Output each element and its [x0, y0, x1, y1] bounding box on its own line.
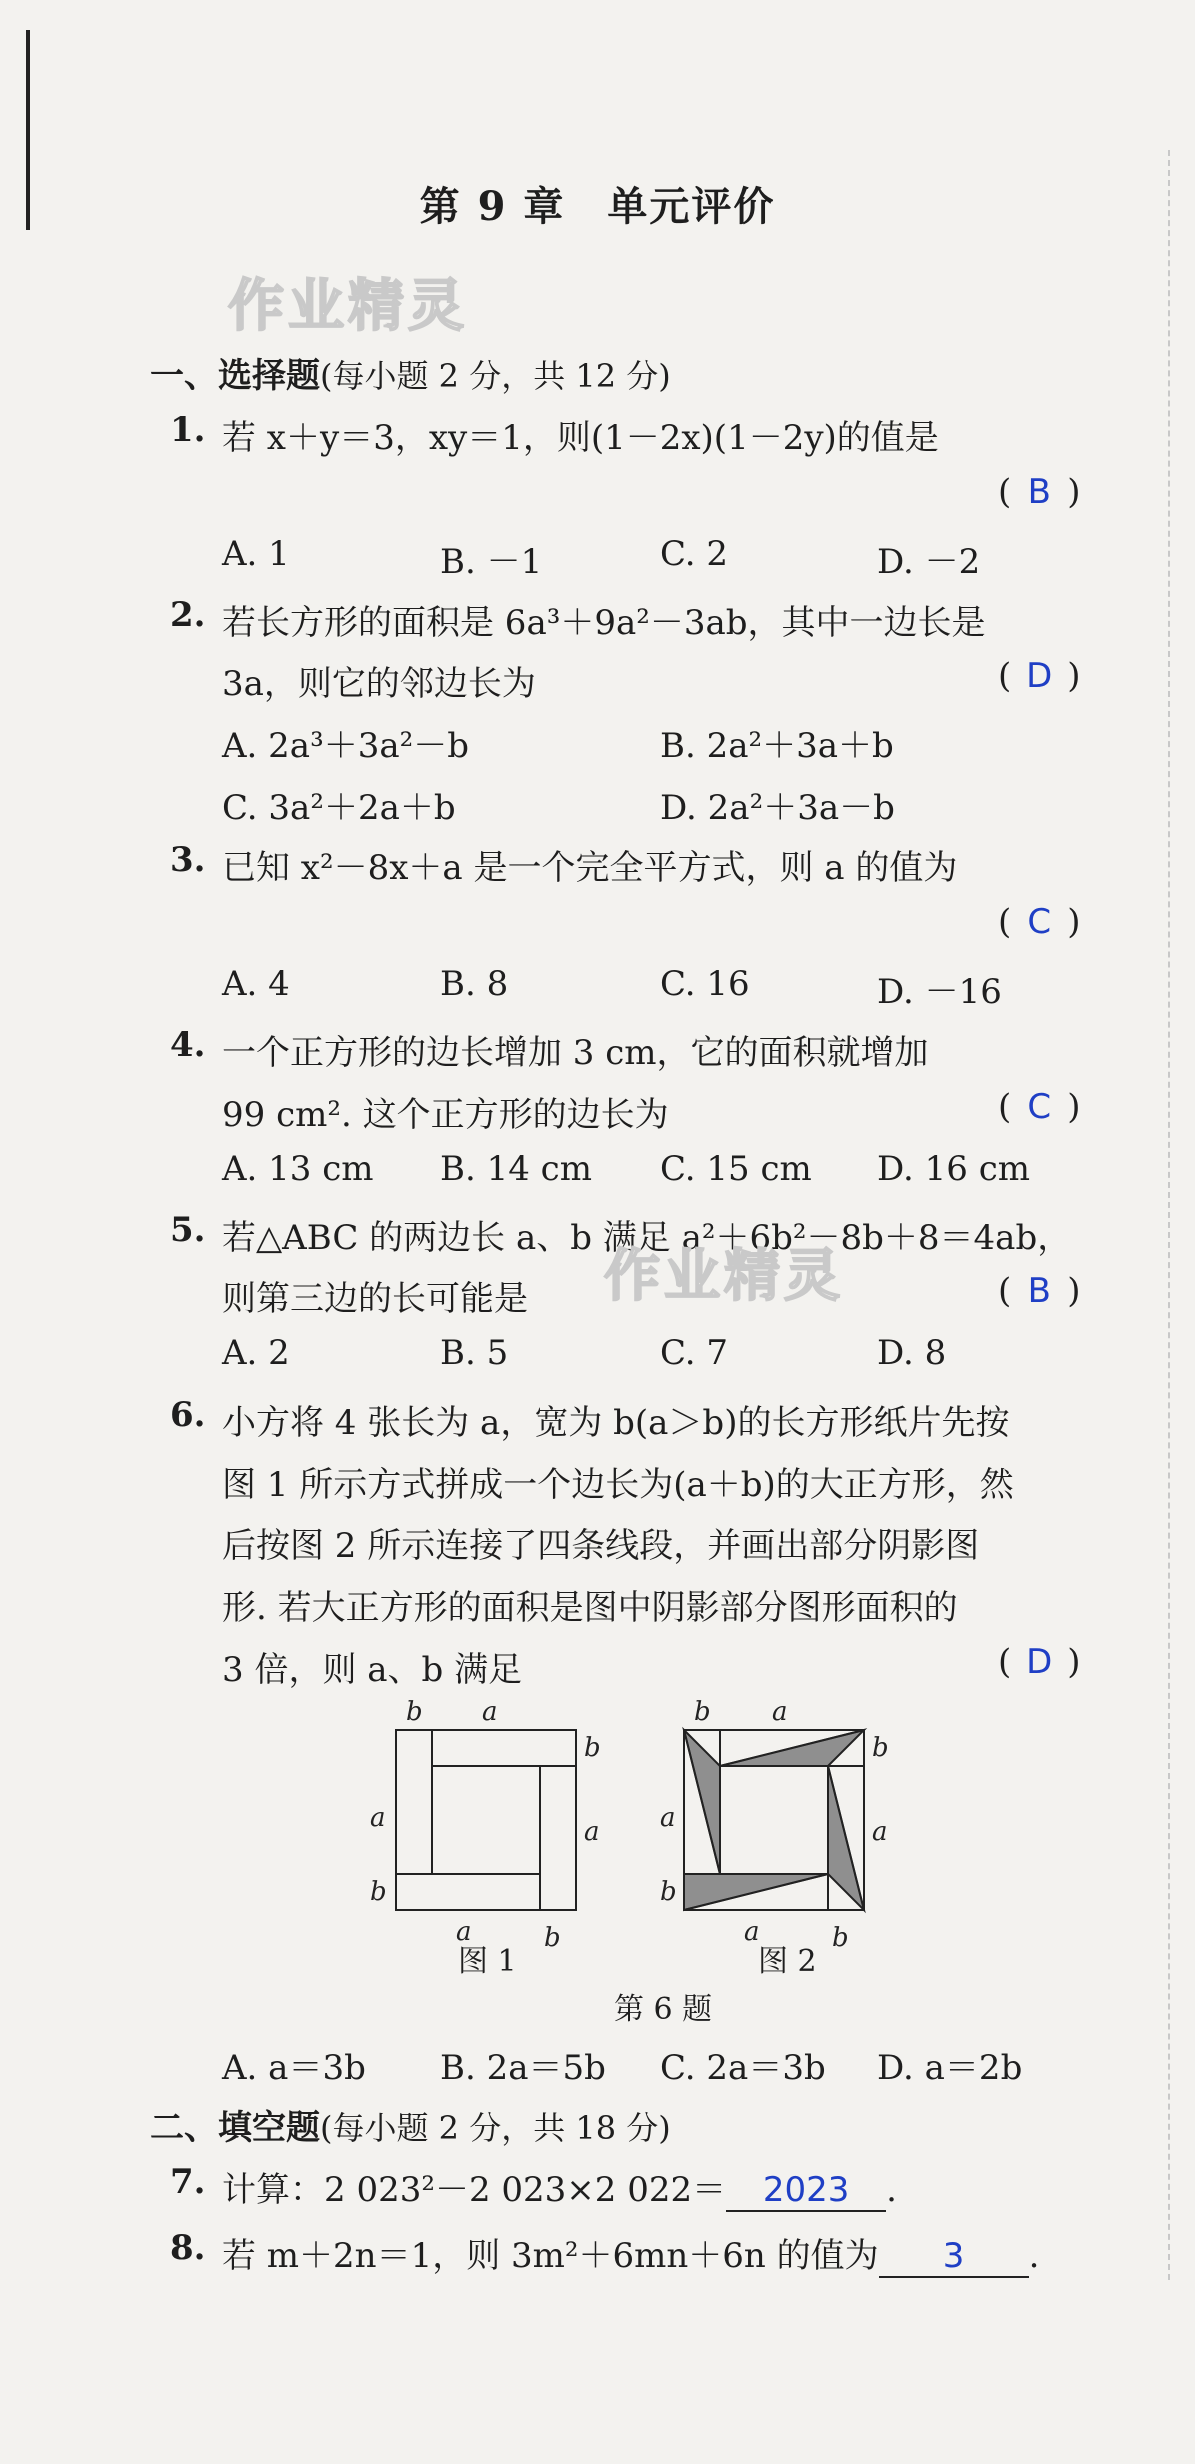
- fig1-label-a-top: a: [482, 1697, 498, 1727]
- fig2-caption: 图 2: [758, 1944, 817, 1979]
- q6-text-line3: 后按图 2 所示连接了四条线段，并画出部分阴影图: [222, 1526, 980, 1566]
- figure-caption: 第 6 题: [614, 1992, 713, 2027]
- section-choice-title: 一、选择题: [150, 356, 320, 396]
- section-fill-heading: [150, 2100, 671, 2149]
- q1-number: 1.: [170, 410, 206, 450]
- q6-text-line4: 形. 若大正方形的面积是图中阴影部分图形面积的: [222, 1588, 958, 1628]
- q4-option-d: D. 16 cm: [877, 1149, 1031, 1189]
- fig2-label-a-left: a: [660, 1803, 676, 1833]
- section-choice-heading: [150, 348, 671, 397]
- q5-text-line1: 若△ABC 的两边长 a、b 满足 a²＋6b²－8b＋8＝4ab，: [222, 1218, 1072, 1258]
- q4-option-c: C. 15 cm: [660, 1149, 812, 1189]
- fig1-label-a-bottom: a: [456, 1917, 472, 1947]
- q8-answer-blank[interactable]: 3: [879, 2236, 1029, 2278]
- q3-answer-value: C: [1027, 902, 1052, 942]
- watermark-logo: 作业精灵: [228, 274, 468, 339]
- q4-number: 4.: [170, 1025, 206, 1065]
- q2-option-d: D. 2a²＋3a－b: [660, 788, 895, 828]
- q1-answer-value: B: [1027, 472, 1051, 512]
- fig2-label-b-top: b: [694, 1697, 711, 1727]
- figure-2: [684, 1730, 864, 1910]
- fig1-labels: [370, 1697, 601, 1953]
- q3-option-c: C. 16: [660, 964, 750, 1004]
- section-choice-note: (每小题 2 分，共 12 分): [320, 357, 671, 395]
- q4-answer: ( C ): [998, 1087, 1081, 1127]
- section-fill-title: 二、填空题: [150, 2108, 320, 2148]
- q1-option-b: B. －1: [440, 542, 543, 582]
- fig2-label-b-right: b: [872, 1733, 889, 1763]
- q2-number: 2.: [170, 595, 206, 635]
- fig2-label-a-bottom: a: [744, 1917, 760, 1947]
- fig2-label-b-bottom: b: [832, 1923, 849, 1953]
- q6-text-line1: 小方将 4 张长为 a，宽为 b(a＞b)的长方形纸片先按: [222, 1403, 1010, 1443]
- fig1-label-a-right: a: [584, 1817, 600, 1847]
- watermark-logo: 作业精灵: [604, 1244, 844, 1309]
- q5-answer: ( B ): [998, 1271, 1081, 1311]
- q2-answer: ( D ): [998, 656, 1081, 696]
- q2-option-c: C. 3a²＋2a＋b: [222, 788, 456, 828]
- q2-text-line1: 若长方形的面积是 6a³＋9a²－3ab，其中一边长是: [222, 603, 986, 643]
- q4-answer-value: C: [1027, 1087, 1052, 1127]
- q4-text-line2: 99 cm². 这个正方形的边长为: [222, 1095, 669, 1135]
- fig1-outer-square: [396, 1730, 576, 1910]
- fig1-label-a-left: a: [370, 1803, 386, 1833]
- q5-option-b: B. 5: [440, 1333, 509, 1373]
- q2-option-b: B. 2a²＋3a＋b: [660, 726, 894, 766]
- q5-answer-value: B: [1027, 1271, 1051, 1311]
- q3-option-d: D. －16: [877, 972, 1002, 1012]
- binding-dashed-line: [1168, 150, 1170, 2280]
- q6-figures: [340, 1690, 920, 1990]
- q6-number: 6.: [170, 1395, 206, 1435]
- q1-option-c: C. 2: [660, 534, 729, 574]
- q7-answer-blank[interactable]: 2023: [726, 2170, 886, 2212]
- fig1-label-b-left: b: [370, 1877, 387, 1907]
- chapter-title: 第 9 章 单元评价: [419, 183, 776, 230]
- q4-text-line1: 一个正方形的边长增加 3 cm，它的面积就增加: [222, 1033, 929, 1073]
- fig2-label-a-right: a: [872, 1817, 888, 1847]
- q3-answer: ( C ): [998, 902, 1081, 942]
- q5-option-c: C. 7: [660, 1333, 729, 1373]
- q6-answer-value: D: [1026, 1642, 1053, 1682]
- q5-number: 5.: [170, 1210, 206, 1250]
- q4-option-a: A. 13 cm: [222, 1149, 374, 1189]
- q3-text: 已知 x²－8x＋a 是一个完全平方式，则 a 的值为: [222, 848, 958, 888]
- q8-text: 若 m＋2n＝1，则 3m²＋6mn＋6n 的值为: [222, 2236, 879, 2276]
- q2-option-a: A. 2a³＋3a²－b: [222, 726, 469, 766]
- fig1-label-b-top: b: [406, 1697, 423, 1727]
- q4-option-b: B. 14 cm: [440, 1149, 592, 1189]
- q6-option-d: D. a＝2b: [877, 2048, 1023, 2088]
- q3-option-a: A. 4: [222, 964, 290, 1004]
- q1-text: 若 x＋y＝3，xy＝1，则(1－2x)(1－2y)的值是: [222, 418, 939, 458]
- fig1-label-b-right: b: [584, 1733, 601, 1763]
- q6-option-a: A. a＝3b: [222, 2048, 366, 2088]
- q6-text-line2: 图 1 所示方式拼成一个边长为(a＋b)的大正方形，然: [222, 1465, 1014, 1505]
- q7-number: 7.: [170, 2162, 206, 2202]
- q1-option-a: A. 1: [222, 534, 290, 574]
- q1-option-d: D. －2: [877, 542, 981, 582]
- q8-line: 若 m＋2n＝1，则 3m²＋6mn＋6n 的值为 3 .: [222, 2236, 1040, 2276]
- fig1-caption: 图 1: [458, 1944, 517, 1979]
- q5-option-d: D. 8: [877, 1333, 947, 1373]
- figure-1: [396, 1730, 576, 1910]
- q5-text-line2: 则第三边的长可能是: [222, 1279, 528, 1319]
- q6-option-c: C. 2a＝3b: [660, 2048, 826, 2088]
- q5-option-a: A. 2: [222, 1333, 290, 1373]
- q6-option-b: B. 2a＝5b: [440, 2048, 606, 2088]
- fig1-label-b-bottom: b: [544, 1923, 561, 1953]
- q2-answer-value: D: [1026, 656, 1053, 696]
- q3-option-b: B. 8: [440, 964, 509, 1004]
- q6-answer: ( D ): [998, 1642, 1081, 1682]
- q7-text: 计算：2 023²－2 023×2 022＝: [222, 2170, 727, 2210]
- q8-number: 8.: [170, 2228, 206, 2268]
- q7-line: 计算：2 023²－2 023×2 022＝ 2023 .: [222, 2170, 897, 2210]
- q2-text-line2: 3a，则它的邻边长为: [222, 664, 536, 704]
- fig2-label-b-left: b: [660, 1877, 677, 1907]
- section-fill-note: (每小题 2 分，共 18 分): [320, 2109, 671, 2147]
- fig2-label-a-top: a: [772, 1697, 788, 1727]
- q1-answer: ( B ): [998, 472, 1081, 512]
- q3-number: 3.: [170, 840, 206, 880]
- q6-text-line5: 3 倍，则 a、b 满足: [222, 1650, 523, 1690]
